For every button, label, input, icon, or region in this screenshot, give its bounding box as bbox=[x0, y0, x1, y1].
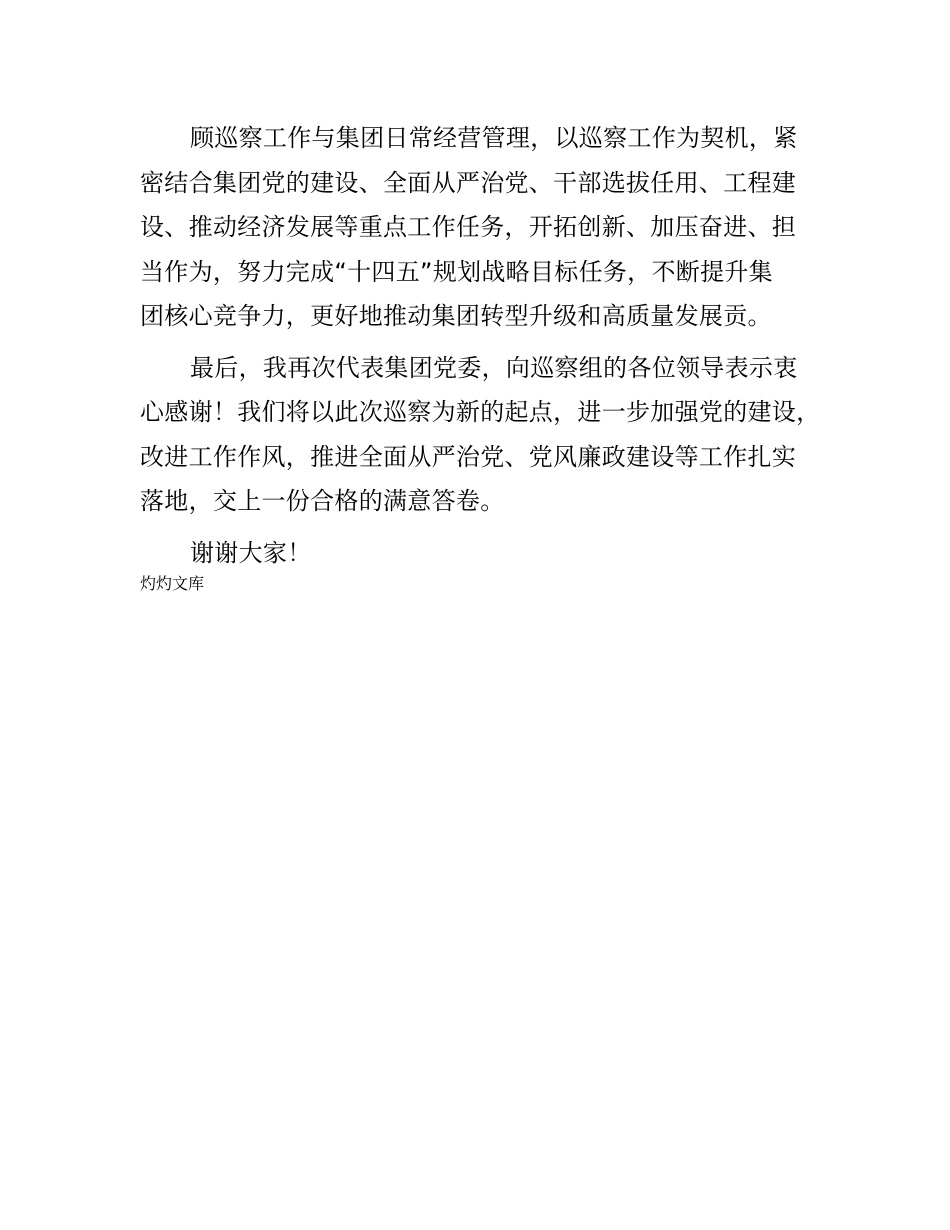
source-watermark-text: 灼灼文库 bbox=[140, 574, 205, 593]
body-paragraph bbox=[140, 346, 840, 524]
paragraph-line: 谢谢大家！ bbox=[190, 538, 312, 567]
paragraph-line: 当作为，努力完成“十四五”规划战略目标任务，不断提升集 bbox=[140, 257, 773, 286]
paragraph-line: 密结合集团党的建设、全面从严治党、干部选拔任用、工程建 bbox=[140, 168, 797, 197]
document-body bbox=[140, 116, 840, 582]
paragraph-line: 顾巡察工作与集团日常经营管理，以巡察工作为契机，紧 bbox=[190, 124, 798, 152]
paragraph-line: 心感谢！我们将以此次巡察为新的起点，进一步加强党的建设， bbox=[140, 398, 821, 426]
paragraph-line: 最后，我再次代表集团党委，向巡察组的各位领导表示衷 bbox=[190, 353, 798, 382]
paragraph-line: 落地，交上一份合格的满意答卷。 bbox=[140, 487, 505, 515]
body-paragraph bbox=[140, 116, 840, 339]
closing-paragraph bbox=[140, 531, 840, 576]
paragraph-line: 设、推动经济发展等重点工作任务，开拓创新、加压奋进、担 bbox=[140, 213, 797, 241]
paragraph-line: 改进工作作风，推进全面从严治党、党风廉政建设等工作扎实 bbox=[140, 442, 797, 471]
paragraph-line: 团核心竞争力，更好地推动集团转型升级和高质量发展贡。 bbox=[140, 302, 772, 330]
